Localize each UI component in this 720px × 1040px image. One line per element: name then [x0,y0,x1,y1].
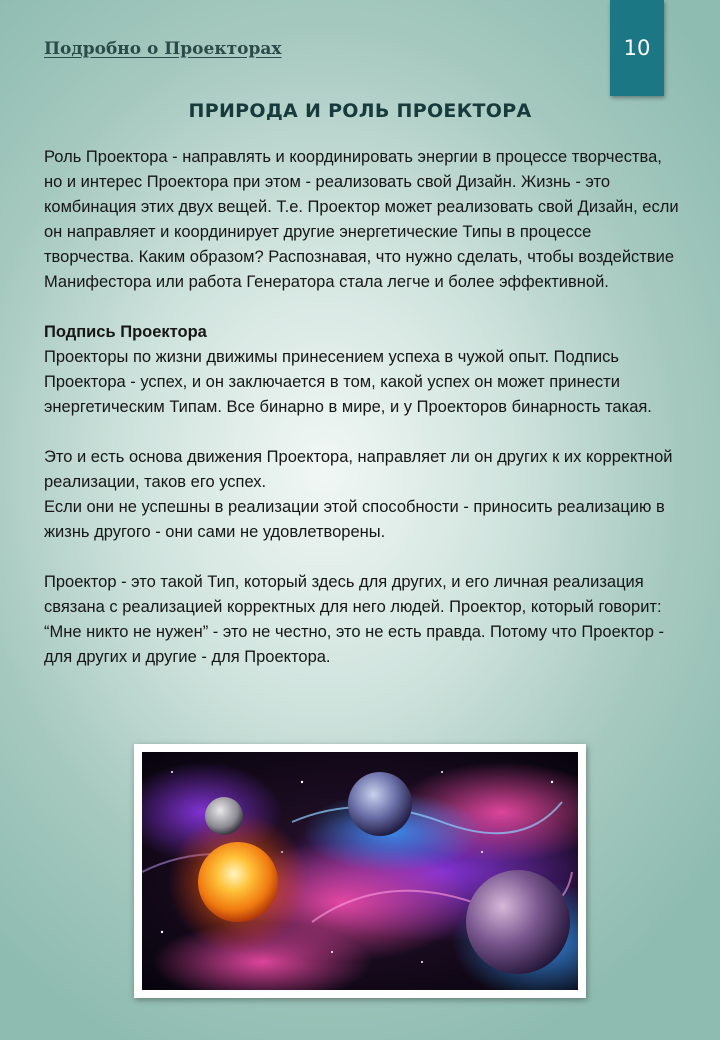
movement-section [44,445,684,545]
article-body [44,145,684,695]
cosmic-illustration [134,744,586,998]
cosmic-planets-image [142,752,578,990]
page-title: ПРИРОДА И РОЛЬ ПРОЕКТОРА [188,100,532,122]
signature-section [44,320,684,420]
paragraph-signature: Проекторы по жизни движимы принесением успеха в чужой опыт. Подпись Проектора - успех, и он заключается в том, какой успех он может принести энергетическим Типам. Все бинарно в мире, и у Проекторов бинарность такая. [44,348,652,416]
paragraph-realization: Если они не успешны в реализации этой способности - приносить реализацию в жизнь другого - они сами не удовлетворены. [44,498,665,541]
subheading-signature: Подпись Проектора [44,323,207,341]
paragraph-movement: Это и есть основа движения Проектора, направляет ли он других к их корректной реализации, таков его успех. [44,448,673,491]
page-number: 10 [623,36,651,60]
paragraph-role: Роль Проектора - направлять и координировать энергии в процессе творчества, но и интерес Проектора при этом - реализовать свой Дизайн. Жизнь - это комбинация этих двух вещей. Т.е. Проектор может реализовать свой Дизайн, если он направляет и координирует другие энергетические Типы в процессе творчества. Каким образом? Распознавая, что нужно сделать, чтобы воздействие Манифестора или работа Генератора стала легче и более эффективной. [44,148,679,291]
paragraph-for-others: Проектор - это такой Тип, который здесь для других, и его личная реализация связана с реализацией корректных для него людей. Проектор, который говорит: “Мне никто не нужен” - это не честно, это не есть правда. Потому что Проектор - для других и другие - для Проектора. [44,573,664,666]
page-number-tab [610,0,664,96]
section-header-link[interactable]: Подробно о Проекторах [44,39,282,59]
